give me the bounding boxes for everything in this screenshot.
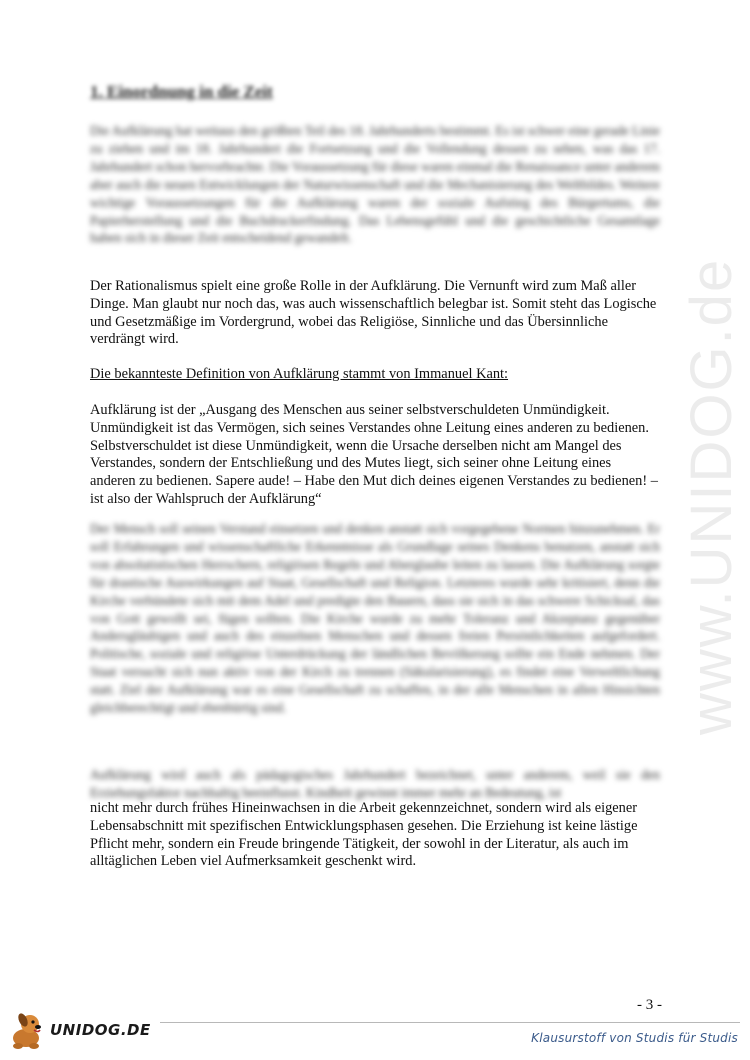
unidog-logo[interactable] bbox=[4, 1008, 154, 1052]
page-number: - 3 - bbox=[637, 997, 662, 1013]
dog-icon bbox=[4, 1008, 50, 1052]
paragraph-kant-intro: Die bekannteste Definition von Aufklärung stammt von Immanuel Kant: bbox=[90, 366, 509, 382]
footer-divider bbox=[160, 1022, 740, 1023]
paragraph-erziehung: nicht mehr durch frühes Hineinwachsen in die Arbeit gekennzeichnet, sondern wird als eigener Lebensabschnitt mit spezifischen Entwicklungsphasen gesehen. Die Erziehung ist keine lästige Pflicht mehr, sondern ein Freude bringende Tätigkeit, der sowohl in der Literatur, als auch im alltäglichen Leben viel Aufmerksamkeit geschenkt wird. bbox=[90, 800, 638, 870]
paragraph-rationalismus: Der Rationalismus spielt eine große Rolle in der Aufklärung. Die Vernunft wird zum Maß aller Dinge. Man glaubt nur noch das, was auch wissenschaftlich belegbar ist. Somit steht das Logische und Gesetzmäßige im Vordergrund, wobei das Religiöse, Sinnliche und das Übersinnliche verdrängt wird. bbox=[90, 278, 657, 348]
paragraph-blurred-intro: Die Aufklärung hat weitaus den größten Teil des 18. Jahrhunderts bestimmt. Es ist schwer eine gerade Linie zu ziehen und im 18. Jahrhundert die Fortsetzung und die Vollendung dessen zu sehen, was das 17. Jahrhundert schon hervorbrachte. Die Voraussetzung für diese waren einmal die Renaissance unter anderem aber auch die neuen Entwicklungen der Naturwissenschaft und die Mechanisierung des Weltbildes. Weitere wichtige Voraussetzungen für die Aufklärung waren der soziale Aufstieg des Bürgertums, die Papierherstellung und die Buchdruckerfindung. Das Lebensgefühl und die geschichtliche Gesamtlage haben sich in dieser Zeit entscheidend gewandelt. bbox=[90, 123, 660, 246]
paragraph-kant-quote: Aufklärung ist der „Ausgang des Menschen aus seiner selbstverschuldeten Unmündigkeit. Unmündigkeit ist das Vermögen, sich seines Verstandes ohne Leitung eines anderen zu bedienen. Selbstverschuldet ist diese Unmündigkeit, wenn die Ursache derselben nicht am Mangel des Verstandes, sondern der Entschließung und des Mutes liegt, sich seiner ohne Leitung eines anderen zu bedienen. Sapere aude! – Habe den Mut dich deines eigenen Verstandes zu bedienen! – ist also der Wahlspruch der Aufklärung“ bbox=[90, 402, 658, 507]
paragraph-blurred-paedagogik: Aufklärung wird auch als pädagogisches Jahrhundert bezeichnet, unter anderem, weil sie den Erziehungsfaktor nachhaltig beeinflusst. Kindheit gewinnt immer mehr an Bedeutung, ist bbox=[90, 767, 660, 800]
footer-tagline: Klausurstoff von Studis für Studis bbox=[531, 1031, 738, 1045]
paragraph-blurred-verstand: Der Mensch soll seinen Verstand einsetzen und denken anstatt sich vorgegebene Normen hinzunehmen. Er soll Erfahrungen und wissenschaftliche Erkenntnisse als Grundlage seines Denkens benutzen, anstatt sich von absolutistischen Herrschern, religiösen Regeln und Aberglaube leiten zu lassen. Die Aufklärung sorgte für drastische Auswirkungen auf Staat, Gesellschaft und Religion. Letzteres wurde sehr kritisiert, denn die Kirche verbündete sich mit dem Adel und predigte den Bauern, dass sie sich in das schwere Schicksal, das von Gott gewollt sei, fügen sollten. Die Kirche wurde zu mehr Toleranz und Akzeptanz gegenüber Andersgläubigen und auch des einzelnen Menschen und dessen freien Persönlichkeiten aufgefordert. Politische, soziale und religiöse Unterdrückung der ländlichen Bevölkerung sollte ein Ende nehmen. Der Staat versucht sich nun aktiv von der Kirch zu trennen (Säkularisierung), es findet eine Verweltlichung statt. Ziel der Aufklärung war es eine Gesellschaft zu schaffen, in der alle Menschen in allen Hinsichten gleichberechtigt und ebenbürtig sind. bbox=[90, 521, 660, 716]
logo-text: UNIDOG.DE bbox=[50, 1021, 151, 1039]
section-heading: 1. Einordnung in die Zeit bbox=[90, 82, 273, 101]
watermark-text: www.UNIDOG.de bbox=[679, 257, 744, 735]
